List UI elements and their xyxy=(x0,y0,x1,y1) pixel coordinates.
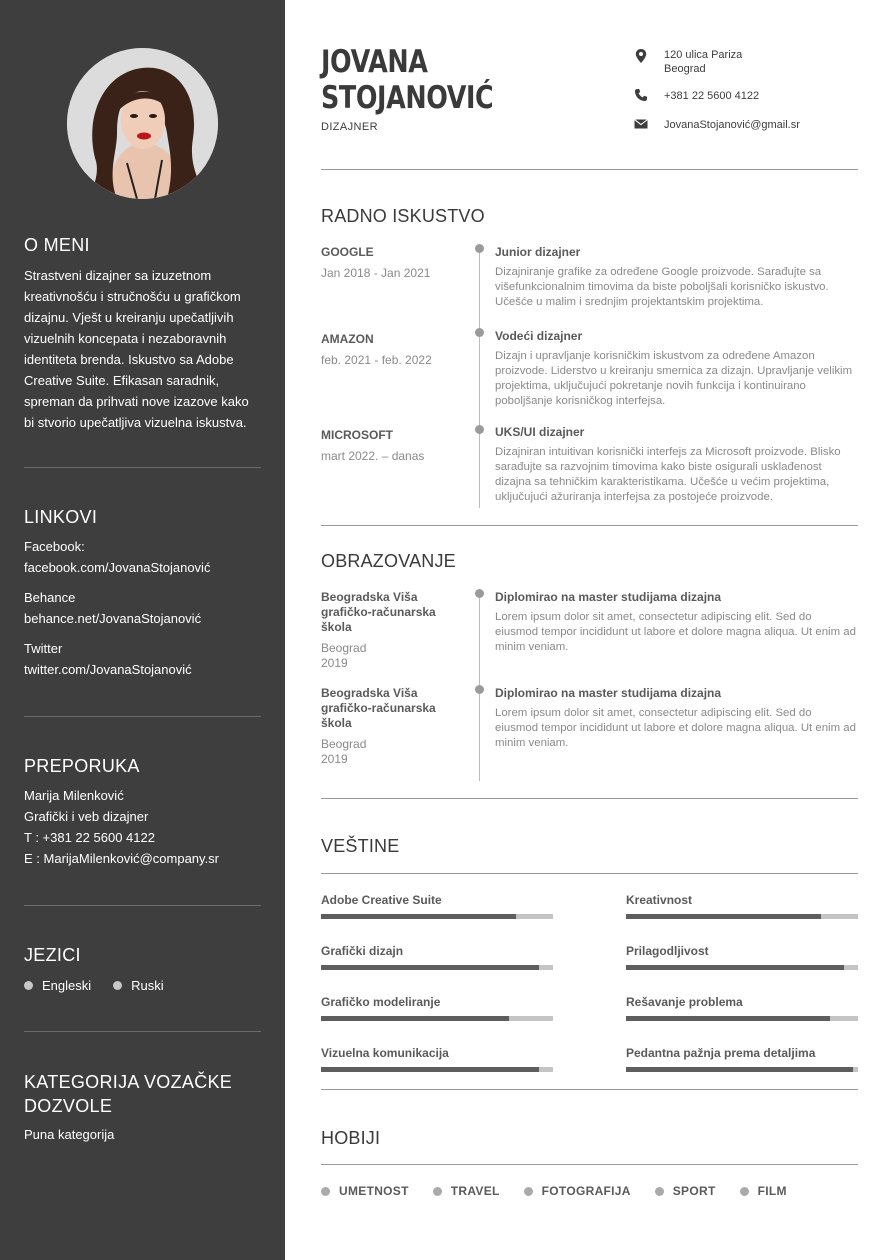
skill-name: Adobe Creative Suite xyxy=(321,893,442,907)
license-value: Puna kategorija xyxy=(24,1127,115,1142)
skill-item xyxy=(626,995,858,1021)
timeline-dot xyxy=(475,425,484,434)
timeline-dot xyxy=(475,244,484,253)
hobby-label: UMETNOST xyxy=(339,1184,409,1198)
reference-phone: T : +381 22 5600 4122 xyxy=(24,830,155,845)
skill-name: Kreativnost xyxy=(626,893,693,907)
reference-name: Marija Milenković xyxy=(24,788,124,803)
person-name: JOVANA STOJANOVIĆ xyxy=(321,44,494,116)
education-city: Beograd xyxy=(321,641,367,655)
skill-bar-fill xyxy=(626,965,844,970)
links-section xyxy=(24,507,261,689)
bullet-icon xyxy=(740,1187,749,1196)
skill-bar-fill xyxy=(321,1067,539,1072)
hobby-item xyxy=(655,1184,716,1198)
skill-name: Vizuelna komunikacija xyxy=(321,1046,449,1060)
experience-role: Junior dizajner xyxy=(495,245,581,259)
bullet-icon xyxy=(524,1187,533,1196)
education-school: Beogradska Viša grafičko-računarska škola xyxy=(321,686,436,730)
section-divider xyxy=(321,1164,858,1165)
skill-item xyxy=(321,893,553,919)
skill-item xyxy=(626,1046,858,1072)
sidebar-divider xyxy=(24,905,261,906)
experience-heading: RADNO ISKUSTVO xyxy=(321,206,485,226)
link-url[interactable]: facebook.com/JovanaStojanović xyxy=(24,560,211,575)
contact-email xyxy=(634,118,864,132)
experience-dates: mart 2022. – danas xyxy=(321,449,425,463)
link-label: Behance xyxy=(24,590,76,605)
experience-description: Dizajniranje grafike za određene Google proizvode. Sarađujte sa višefunkcionalnim timovima da biste poboljšali korisničko iskustvo. Učešće u malim i srednjim projektantskim projektima. xyxy=(495,266,829,308)
education-description: Lorem ipsum dolor sit amet, consectetur adipiscing elit. Sed do eiusmod tempor incididunt ut labore et dolore magna aliqua. Ut enim ad minim veniam. xyxy=(495,707,856,749)
section-divider xyxy=(321,1089,858,1090)
section-divider xyxy=(321,873,858,874)
skill-item xyxy=(321,995,553,1021)
languages-section xyxy=(24,945,261,993)
experience-company: MICROSOFT xyxy=(321,428,393,442)
license-section xyxy=(24,1070,261,1145)
skill-bar xyxy=(626,1067,858,1072)
language-label: Ruski xyxy=(131,978,164,993)
reference-role: Grafički i veb dizajner xyxy=(24,809,149,824)
education-school: Beogradska Viša grafičko-računarska škola xyxy=(321,590,436,634)
skill-bar-fill xyxy=(626,1067,853,1072)
skill-bar xyxy=(321,1067,553,1072)
language-label: Engleski xyxy=(42,978,92,993)
skill-name: Grafički dizajn xyxy=(321,944,404,958)
education-year: 2019 xyxy=(321,656,348,670)
sidebar-divider xyxy=(24,1031,261,1032)
link-label: Facebook: xyxy=(24,539,85,554)
skill-bar-fill xyxy=(321,1016,509,1021)
skill-name: Rešavanje problema xyxy=(626,995,743,1009)
experience-role: UKS/UI dizajner xyxy=(495,425,585,439)
language-item xyxy=(113,978,164,993)
education-year: 2019 xyxy=(321,752,348,766)
envelope-icon xyxy=(634,118,648,130)
email-text[interactable]: JovanaStojanović@gmail.sr xyxy=(664,119,800,131)
section-divider xyxy=(321,525,858,526)
education-description: Lorem ipsum dolor sit amet, consectetur adipiscing elit. Sed do eiusmod tempor incididunt ut labore et dolore magna aliqua. Ut enim ad minim veniam. xyxy=(495,611,856,653)
skill-bar xyxy=(626,914,858,919)
skill-item xyxy=(626,893,858,919)
link-url[interactable]: behance.net/JovanaStojanović xyxy=(24,611,202,626)
hobby-item xyxy=(524,1184,631,1198)
sidebar-divider xyxy=(24,716,261,717)
timeline-dot xyxy=(475,589,484,598)
person-title: DIZAJNER xyxy=(321,121,378,133)
skill-item xyxy=(321,1046,553,1072)
bullet-icon xyxy=(24,981,33,990)
experience-description: Dizajn i upravljanje korisničkim iskustvom za određene Amazon proizvode. Liderstvo u kreiranju smernica za dizajn. Upravljanje velikim projektima, uključujući pokretanje novih funkcija i kontinuirano poboljšanje korisničkog interfejsa. xyxy=(495,350,853,407)
contact-phone xyxy=(634,88,864,103)
phone-icon xyxy=(634,88,648,102)
skill-bar xyxy=(626,1016,858,1021)
skill-name: Prilagodljivost xyxy=(626,944,709,958)
bullet-icon xyxy=(655,1187,664,1196)
timeline-dot xyxy=(475,685,484,694)
bullet-icon xyxy=(433,1187,442,1196)
hobbies-heading: HOBIJI xyxy=(321,1128,381,1148)
avatar xyxy=(67,48,218,199)
education-degree: Diplomirao na master studijama dizajna xyxy=(495,686,722,700)
hobbies-list xyxy=(321,1184,787,1198)
sidebar xyxy=(0,0,285,1260)
hobby-label: FOTOGRAFIJA xyxy=(541,1184,631,1198)
experience-company: AMAZON xyxy=(321,332,374,346)
education-city: Beograd xyxy=(321,737,367,751)
experience-dates: Jan 2018 - Jan 2021 xyxy=(321,266,431,280)
contact-address xyxy=(634,48,864,76)
reference-heading: PREPORUKA xyxy=(24,756,140,776)
hobby-item xyxy=(321,1184,409,1198)
bullet-icon xyxy=(321,1187,330,1196)
hobby-item xyxy=(740,1184,787,1198)
experience-company: GOOGLE xyxy=(321,245,374,259)
skill-name: Grafičko modeliranje xyxy=(321,995,441,1009)
address-line2: Beograd xyxy=(664,63,706,75)
hobby-label: SPORT xyxy=(672,1184,716,1198)
link-twitter[interactable] xyxy=(24,638,261,680)
about-section xyxy=(24,235,261,433)
hobby-label: TRAVEL xyxy=(450,1184,500,1198)
education-heading: OBRAZOVANJE xyxy=(321,551,456,571)
about-heading: O MENI xyxy=(24,235,90,255)
languages-heading: JEZICI xyxy=(24,945,81,965)
hobby-label: FILM xyxy=(757,1184,787,1198)
skill-bar-fill xyxy=(321,965,539,970)
skill-bar xyxy=(321,965,553,970)
experience-dates: feb. 2021 - feb. 2022 xyxy=(321,353,432,367)
skills-heading: VEŠTINE xyxy=(321,836,400,856)
profile-photo xyxy=(67,48,218,199)
phone-text: +381 22 5600 4122 xyxy=(664,90,760,102)
link-behance[interactable] xyxy=(24,587,261,629)
links-heading: LINKOVI xyxy=(24,507,98,527)
license-heading: KATEGORIJA VOZAČKE DOZVOLE xyxy=(24,1072,233,1116)
header-divider xyxy=(321,169,858,170)
skill-bar-fill xyxy=(626,1016,830,1021)
skill-item xyxy=(321,944,553,970)
address-line1: 120 ulica Pariza xyxy=(664,49,743,61)
bullet-icon xyxy=(113,981,122,990)
skill-bar xyxy=(321,914,553,919)
experience-role: Vodeći dizajner xyxy=(495,329,583,343)
timeline-dot xyxy=(475,328,484,337)
reference-email: E : MarijaMilenković@company.sr xyxy=(24,851,220,866)
map-pin-icon xyxy=(634,48,648,64)
link-url[interactable]: twitter.com/JovanaStojanović xyxy=(24,662,192,677)
section-divider xyxy=(321,798,858,799)
reference-section xyxy=(24,756,261,869)
link-facebook[interactable] xyxy=(24,536,261,578)
skill-bar-fill xyxy=(626,914,821,919)
skill-item xyxy=(626,944,858,970)
skill-name: Pedantna pažnja prema detaljima xyxy=(626,1046,816,1060)
education-degree: Diplomirao na master studijama dizajna xyxy=(495,590,722,604)
hobby-item xyxy=(433,1184,500,1198)
skill-bar xyxy=(626,965,858,970)
language-item xyxy=(24,978,91,993)
experience-description: Dizajniran intuitivan korisnički interfejs za Microsoft proizvode. Blisko sarađujte sa razvojnim timovima kako biste osigurali usklađenost dizajna sa tehničkim karakteristikama. Učešće u većim projektima, uključujući ažuriranja interfejsa za postojeće proizvode. xyxy=(495,446,841,503)
about-text: Strastveni dizajner sa izuzetnom kreativnošću i stručnošću u grafičkom dizajnu. Vješt u kreiranju upečatljivih vizuelnih koncepata i nezaboravnih identiteta brenda. Iskustvo sa Adobe Creative Suite. Efikasan saradnik, spreman da prihvati nove izazove kako bi stvorio upečatljiva vizuelna iskustva. xyxy=(24,268,249,430)
skill-bar-fill xyxy=(321,914,516,919)
sidebar-divider xyxy=(24,467,261,468)
experience-timeline xyxy=(479,248,480,508)
skill-bar xyxy=(321,1016,553,1021)
link-label: Twitter xyxy=(24,641,63,656)
